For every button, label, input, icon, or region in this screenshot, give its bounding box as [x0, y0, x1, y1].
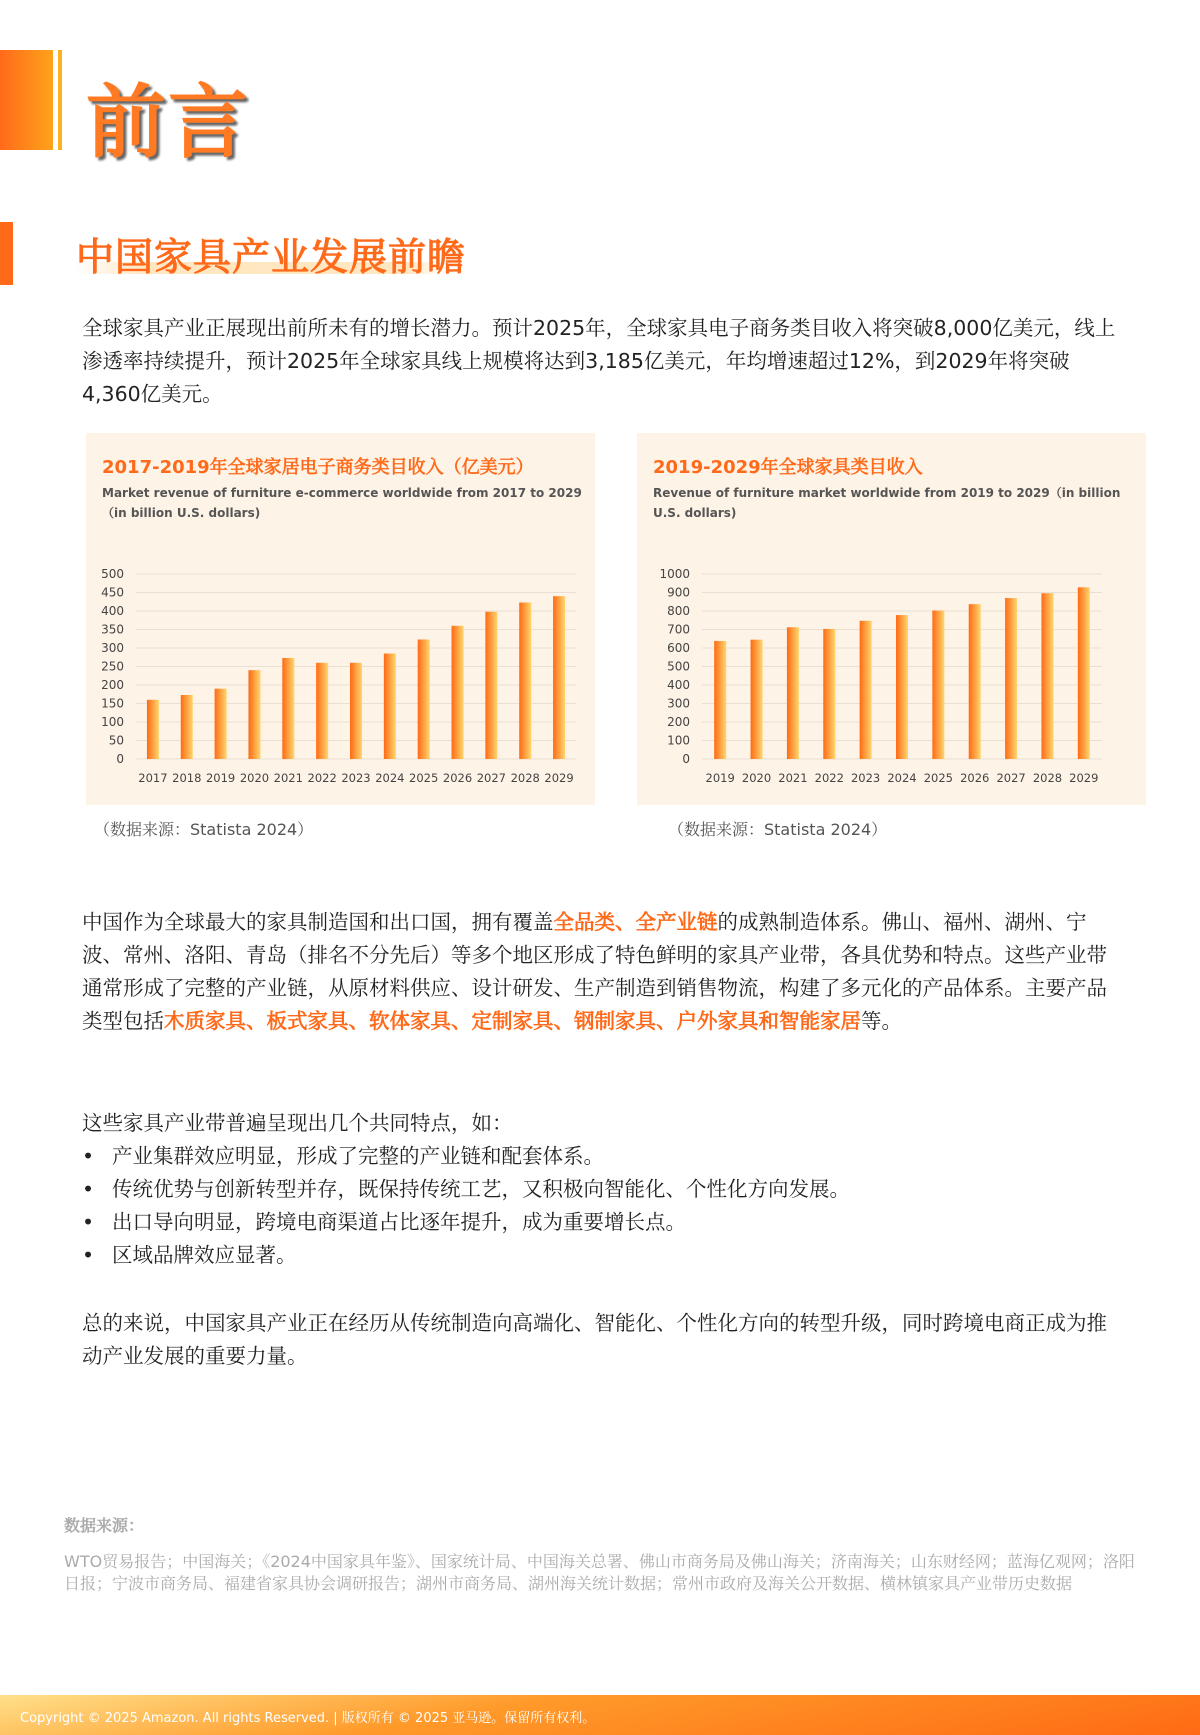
- chart-source-right: （数据来源：Statista 2024）: [668, 820, 888, 839]
- bar: [860, 621, 872, 759]
- x-tick-label: 2021: [273, 771, 303, 785]
- industry-paragraph: [82, 906, 1122, 1038]
- y-tick-label: 400: [101, 604, 124, 618]
- chart-source-left: （数据来源：Statista 2024）: [94, 820, 314, 839]
- y-tick-label: 100: [667, 733, 690, 748]
- list-item: • 出口导向明显，跨境电商渠道占比逐年提升，成为重要增长点。: [82, 1206, 850, 1239]
- y-tick-label: 500: [667, 659, 690, 674]
- data-sources-text: WTO贸易报告；中国海关；《2024中国家具年鉴》、国家统计局、中国海关总署、佛山市商务局及佛山海关；济南海关；山东财经网；蓝海亿观网；洛阳日报；宁波市商务局、福建省家具协会调研报告；湖州市商务局、湖州海关统计数据；常州市政府及海关公开数据、横林镇家具产业带历史数据: [64, 1552, 1135, 1593]
- bar: [316, 663, 328, 759]
- chart-ecommerce-revenue: [86, 433, 595, 805]
- bar: [553, 596, 565, 759]
- bar: [350, 663, 362, 759]
- x-tick-label: 2024: [375, 771, 405, 785]
- x-tick-label: 2026: [960, 771, 990, 785]
- features-list: [82, 1140, 850, 1272]
- x-tick-label: 2020: [239, 771, 270, 785]
- y-tick-label: 450: [101, 585, 124, 600]
- bar: [787, 627, 799, 759]
- x-tick-label: 2025: [923, 771, 954, 785]
- bar: [1078, 587, 1090, 759]
- y-tick-label: 200: [667, 715, 690, 729]
- y-tick-label: 300: [101, 641, 124, 655]
- x-tick-label: 2021: [778, 771, 808, 785]
- x-tick-label: 2027: [996, 771, 1026, 785]
- y-tick-label: 0: [116, 752, 124, 766]
- x-tick-label: 2023: [341, 771, 371, 785]
- section-accent-bar: [0, 222, 13, 285]
- y-tick-label: 400: [667, 678, 690, 692]
- y-tick-label: 200: [101, 678, 124, 692]
- bar: [248, 670, 260, 759]
- chart-subtitle: Market revenue of furniture e-commerce worldwide from 2017 to 2029（in billion U.S. dollars): [102, 486, 582, 520]
- chart-plot: [637, 433, 1146, 805]
- bar: [896, 615, 908, 759]
- chart-plot: [86, 433, 595, 805]
- bar: [282, 658, 294, 759]
- bar: [969, 604, 981, 759]
- x-tick-label: 2017: [138, 771, 168, 785]
- y-tick-label: 100: [101, 715, 124, 729]
- y-tick-label: 350: [101, 622, 124, 637]
- x-tick-label: 2022: [307, 771, 337, 785]
- chart-subtitle: Revenue of furniture market worldwide from 2019 to 2029（in billion U.S. dollars): [653, 486, 1121, 520]
- bar: [485, 612, 497, 759]
- bar: [751, 640, 763, 759]
- x-tick-label: 2019: [705, 771, 735, 785]
- x-tick-label: 2020: [741, 771, 772, 785]
- bar: [452, 626, 464, 759]
- x-tick-label: 2029: [544, 771, 574, 785]
- intro-paragraph: 全球家具产业正展现出前所未有的增长潜力。预计2025年，全球家具电子商务类目收入将突破8,000亿美元，线上渗透率持续提升，预计2025年全球家具线上规模将达到3,185亿美元，年均增速超过12%，到2029年将突破4,360亿美元。: [82, 316, 1116, 406]
- y-tick-label: 800: [667, 604, 690, 618]
- x-tick-label: 2024: [887, 771, 917, 785]
- highlight-text: 全品类、全产业链: [553, 910, 718, 934]
- list-item: • 区域品牌效应显著。: [82, 1239, 850, 1272]
- x-tick-label: 2029: [1069, 771, 1099, 785]
- y-tick-label: 300: [667, 696, 690, 711]
- y-tick-label: 900: [667, 585, 690, 600]
- text: 的成熟制造体系。佛山、福州、湖州、宁波、常州、洛阳、青岛（排名不分先后）等多个地区形成了特色鲜明的家具产业带，各具优势和特点。这些产业带通常形成了完整的产业链，从原材料供应、设计研发、生产制造到销售物流，构建了多元化的产品体系。主要产品类型包括: [82, 910, 1107, 1033]
- chart-furniture-revenue: [637, 433, 1146, 805]
- header-accent-block: [0, 50, 53, 150]
- y-tick-label: 250: [101, 659, 124, 674]
- y-tick-label: 50: [108, 733, 124, 748]
- bar: [519, 602, 531, 759]
- page-title: 前言: [86, 76, 250, 169]
- bar: [418, 639, 430, 759]
- y-tick-label: 700: [667, 622, 690, 637]
- bar: [823, 629, 835, 759]
- y-tick-label: 150: [101, 696, 124, 711]
- footer: [0, 1695, 1200, 1735]
- x-tick-label: 2022: [814, 771, 844, 785]
- x-tick-label: 2027: [476, 771, 507, 785]
- x-tick-label: 2028: [510, 771, 540, 785]
- y-tick-label: 1000: [659, 567, 690, 581]
- bar: [714, 641, 726, 759]
- bar: [932, 610, 944, 759]
- x-tick-label: 2026: [442, 771, 473, 785]
- features-lead: 这些家具产业带普遍呈现出几个共同特点，如：: [82, 1111, 513, 1135]
- x-tick-label: 2018: [172, 771, 202, 785]
- header-accent-line: [58, 50, 62, 150]
- data-sources-title: 数据来源：: [64, 1516, 145, 1535]
- summary-paragraph: 总的来说，中国家具产业正在经历从传统制造向高端化、智能化、个性化方向的转型升级，同时跨境电商正成为推动产业发展的重要力量。: [82, 1311, 1107, 1368]
- copyright-text: Copyright © 2025 Amazon. All rights Reserved. | 版权所有 © 2025 亚马逊。保留所有权利。: [20, 1711, 596, 1726]
- list-item: • 传统优势与创新转型并存，既保持传统工艺，又积极向智能化、个性化方向发展。: [82, 1173, 850, 1206]
- bar: [215, 689, 227, 759]
- bar: [384, 654, 396, 759]
- x-tick-label: 2025: [409, 771, 439, 785]
- y-tick-label: 0: [682, 752, 690, 766]
- list-item: • 产业集群效应明显，形成了完整的产业链和配套体系。: [82, 1140, 850, 1173]
- text: 中国作为全球最大的家具制造国和出口国，拥有覆盖: [82, 910, 554, 934]
- bar: [1005, 598, 1017, 759]
- y-tick-label: 600: [667, 641, 690, 655]
- y-tick-label: 500: [101, 567, 124, 581]
- bar: [181, 695, 193, 759]
- bar: [1041, 593, 1053, 759]
- x-tick-label: 2028: [1032, 771, 1063, 785]
- chart-title: 2017-2019年全球家居电子商务类目收入（亿美元）: [102, 457, 534, 478]
- x-tick-label: 2019: [205, 771, 236, 785]
- text: 等。: [861, 1009, 902, 1033]
- bar: [147, 700, 159, 759]
- chart-title: 2019-2029年全球家具类目收入: [653, 457, 923, 478]
- highlight-text: 木质家具、板式家具、软体家具、定制家具、钢制家具、户外家具和智能家居: [164, 1009, 861, 1033]
- section-title: 中国家具产业发展前瞻: [76, 235, 467, 279]
- x-tick-label: 2023: [850, 771, 881, 785]
